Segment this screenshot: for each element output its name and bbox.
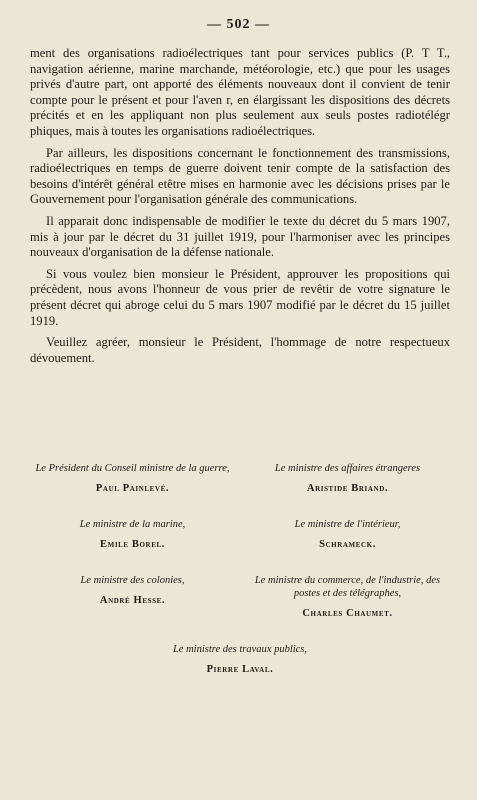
signature [30,518,235,550]
signature-name: Pierre Laval. [206,664,274,675]
signature-title: Le ministre du commerce, de l'industrie, des postes et des télégraphes, [254,575,441,599]
signature-name: Aristide Briand. [306,483,389,494]
signature-title: Le ministre des travaux publics, [172,644,308,655]
paragraph: ment des organisations radioélectriques tant pour services publics (P. T T., navigation aérienne, marine marchande, météorologie, etc.) que pour les usages privés d'autre part, ont apporté des éléments nouveaux dont il convient de tenir compte pour le présent et pour l'aven r, en élargissant les dispositions des décrets précités et en les appliquant non plus seulement aux seuls postes radiotélégr phiques, mais à toutes les organisations radioélectriques. [30,46,450,138]
paragraph: Par ailleurs, les dispositions concernant le fonctionnement des transmissions, radioélectriques en temps de guerre doivent tenir compte de la satisfaction des besoins d'intérêt général etêtre mises en harmonie avec les décisions prises par le Gouvernement pour l'organisation générale des communications. [30,145,450,207]
signature [245,574,450,619]
signature-block [30,462,450,699]
signature [30,643,450,675]
signature-row [30,574,450,619]
signature-title: Le ministre de l'intérieur, [294,519,401,530]
signature-name: Emile Borel. [100,539,165,550]
paragraph: Veuillez agréer, monsieur le Président, l'hommage de notre respectueux dévouement. [30,335,450,365]
signature [245,462,450,494]
signature-title: Le Président du Conseil ministre de la guerre, [35,463,230,474]
signature-row [30,518,450,550]
signature-name: André Hesse. [99,595,166,606]
signature-name: Paul Painlevé. [95,483,170,494]
signature-row [30,462,450,494]
signature-title: Le ministre des affaires étrangeres [274,463,421,474]
signature-title: Le ministre des colonies, [80,575,185,586]
paragraph: Il apparait donc indispensable de modifier le texte du décret du 5 mars 1907, mis à jour par le décret du 31 juillet 1919, pour l'harmoniser avec les principes nouveaux d'organisation de la défense nationale. [30,213,450,260]
signature-row [30,643,450,675]
signature-name: Charles Chaumet. [302,608,393,619]
signature [30,574,235,619]
signature-name: Schrameck. [319,539,376,550]
signature [30,462,235,494]
body-text [30,46,450,372]
paragraph: Si vous voulez bien monsieur le Président, approuver les propositions qui précèdent, nous avons l'honneur de vous prier de revêtir de votre signature le présent décret qui abroge celui du 5 mars 1907 modifié par le décret du 15 juillet 1919. [30,266,450,328]
signature [245,518,450,550]
signature-title: Le ministre de la marine, [79,519,186,530]
page-number: — 502 — [207,17,270,32]
